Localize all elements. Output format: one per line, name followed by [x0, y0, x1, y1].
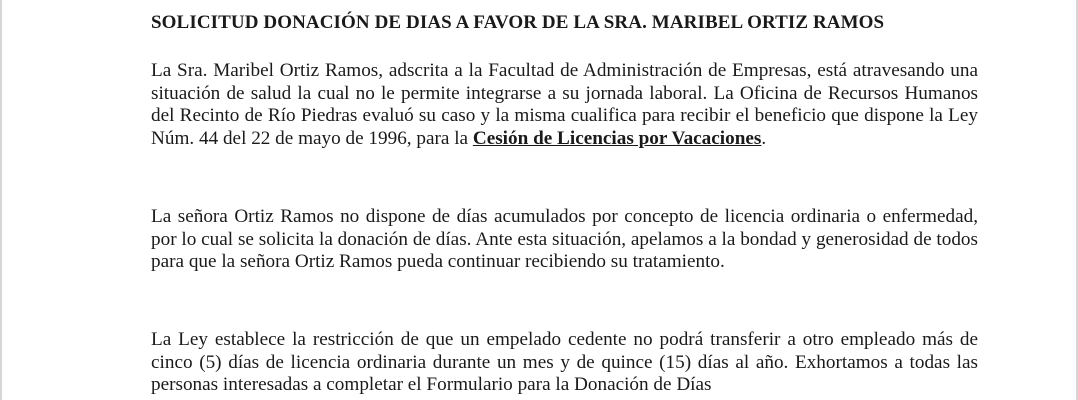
paragraph-law-restriction: La Ley establece la restricción de que un empelado cedente no podrá transferir a otro empleado más de cinco (5) días de licencia ordinaria durante un mes y de quince (15) días al año. Exhortamos a todas las personas interesadas a completar el Formulario para la Donación de Días: [151, 329, 978, 396]
document-title: SOLICITUD DONACIÓN DE DIAS A FAVOR DE LA SRA. MARIBEL ORTIZ RAMOS: [151, 12, 885, 33]
paragraph-employee-situation: [151, 60, 978, 150]
page-edge-left: [0, 0, 2, 400]
paragraph-donation-request: La señora Ortiz Ramos no dispone de días acumulados por concepto de licencia ordinaria o enfermedad, por lo cual se solicita la donación de días. Ante esta situación, apelamos a la bondad y generosidad de todos para que la señora Ortiz Ramos pueda continuar recibiendo su tratamiento.: [151, 206, 978, 273]
law-benefit-name: Cesión de Licencias por Vacaciones: [472, 127, 762, 149]
paragraph-1-end: .: [761, 127, 767, 149]
paragraph-1-text: La Sra. Maribel Ortiz Ramos, adscrita a la Facultad de Administración de Empresas, está atravesando una situación de salud la cual no le permite integrarse a su jornada laboral. La Oficina de Recursos Humanos del Recinto de Río Piedras evaluó su caso y la misma cualifica para recibir el beneficio que dispone la Ley Núm. 44 del 22 de mayo de 1996, para la: [151, 60, 978, 149]
